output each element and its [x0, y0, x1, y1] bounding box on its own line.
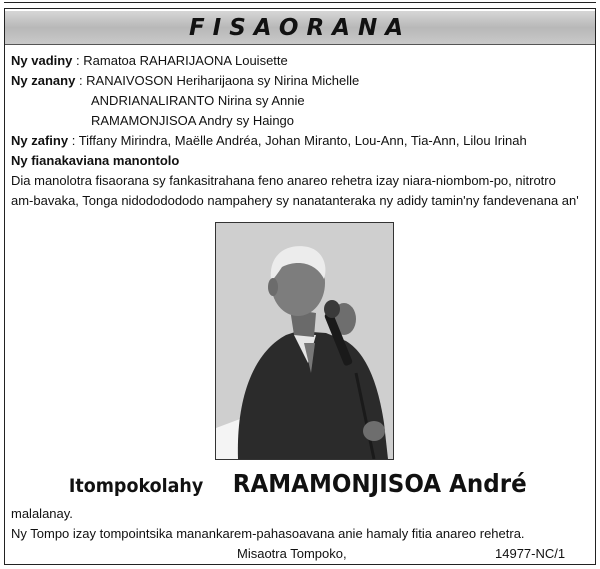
portrait-photo: [215, 222, 394, 460]
closing-text-2: Ny Tompo izay tompointsika manankarem-pahasoavana anie hamaly fitia anareo rehetra.: [11, 526, 525, 541]
vadiny-line: [11, 51, 288, 71]
message-line-1: [11, 171, 556, 191]
notice-frame: [4, 8, 596, 565]
name-main: RAMAMONJISOA André: [232, 469, 527, 498]
message-text-2: am-bavaka, Tonga nidododododo nampahery sy nanatanteraka ny adidy tamin'ny fandevenana an': [11, 193, 579, 208]
zafiny-label: Ny zafiny: [11, 133, 69, 148]
notice-title: FISAORANA: [188, 14, 412, 41]
zanany-line-2: [91, 91, 305, 111]
zafiny-value: : Tiffany Mirindra, Maëlle Andréa, Johan Miranto, Lou-Ann, Tia-Ann, Lilou Irinah: [71, 133, 527, 148]
zanany-line-3: [91, 111, 294, 131]
zanany-label: Ny zanany: [11, 73, 76, 88]
zanany-value-3: RAMAMONJISOA Andry sy Haingo: [91, 113, 295, 128]
message-text-1: Dia manolotra fisaorana sy fankasitrahana feno anareo rehetra izay niara-niombom-po, nitrotro: [11, 173, 556, 188]
zanany-value-1: : RANAIVOSON Heriharijaona sy Nirina Michelle: [78, 73, 360, 88]
name-prefix: Itompokolahy: [68, 475, 204, 497]
closing-text-1: malalanay.: [11, 506, 73, 521]
fianakaviana-label: Ny fianakaviana manontolo: [11, 153, 180, 168]
zafiny-line: [11, 131, 527, 151]
portrait-illustration: [216, 223, 393, 459]
fianakaviana-line: [11, 151, 179, 171]
reference-code: 14977-NC/1: [495, 546, 566, 561]
zanany-line-1: [11, 71, 359, 91]
zanany-value-2: ANDRIANALIRANTO Nirina sy Annie: [91, 93, 305, 108]
top-rule: [4, 0, 596, 3]
header-banner: [5, 11, 595, 45]
reference-line: [495, 544, 565, 564]
thanks-line: [237, 544, 347, 564]
closing-line-1: [11, 504, 73, 524]
deceased-name: [5, 469, 597, 498]
message-line-2: [11, 191, 579, 211]
closing-line-2: [11, 524, 525, 544]
vadiny-label: Ny vadiny: [11, 53, 73, 68]
vadiny-value: : Ramatoa RAHARIJAONA Louisette: [76, 53, 288, 68]
thanks-text: Misaotra Tompoko,: [237, 546, 347, 561]
